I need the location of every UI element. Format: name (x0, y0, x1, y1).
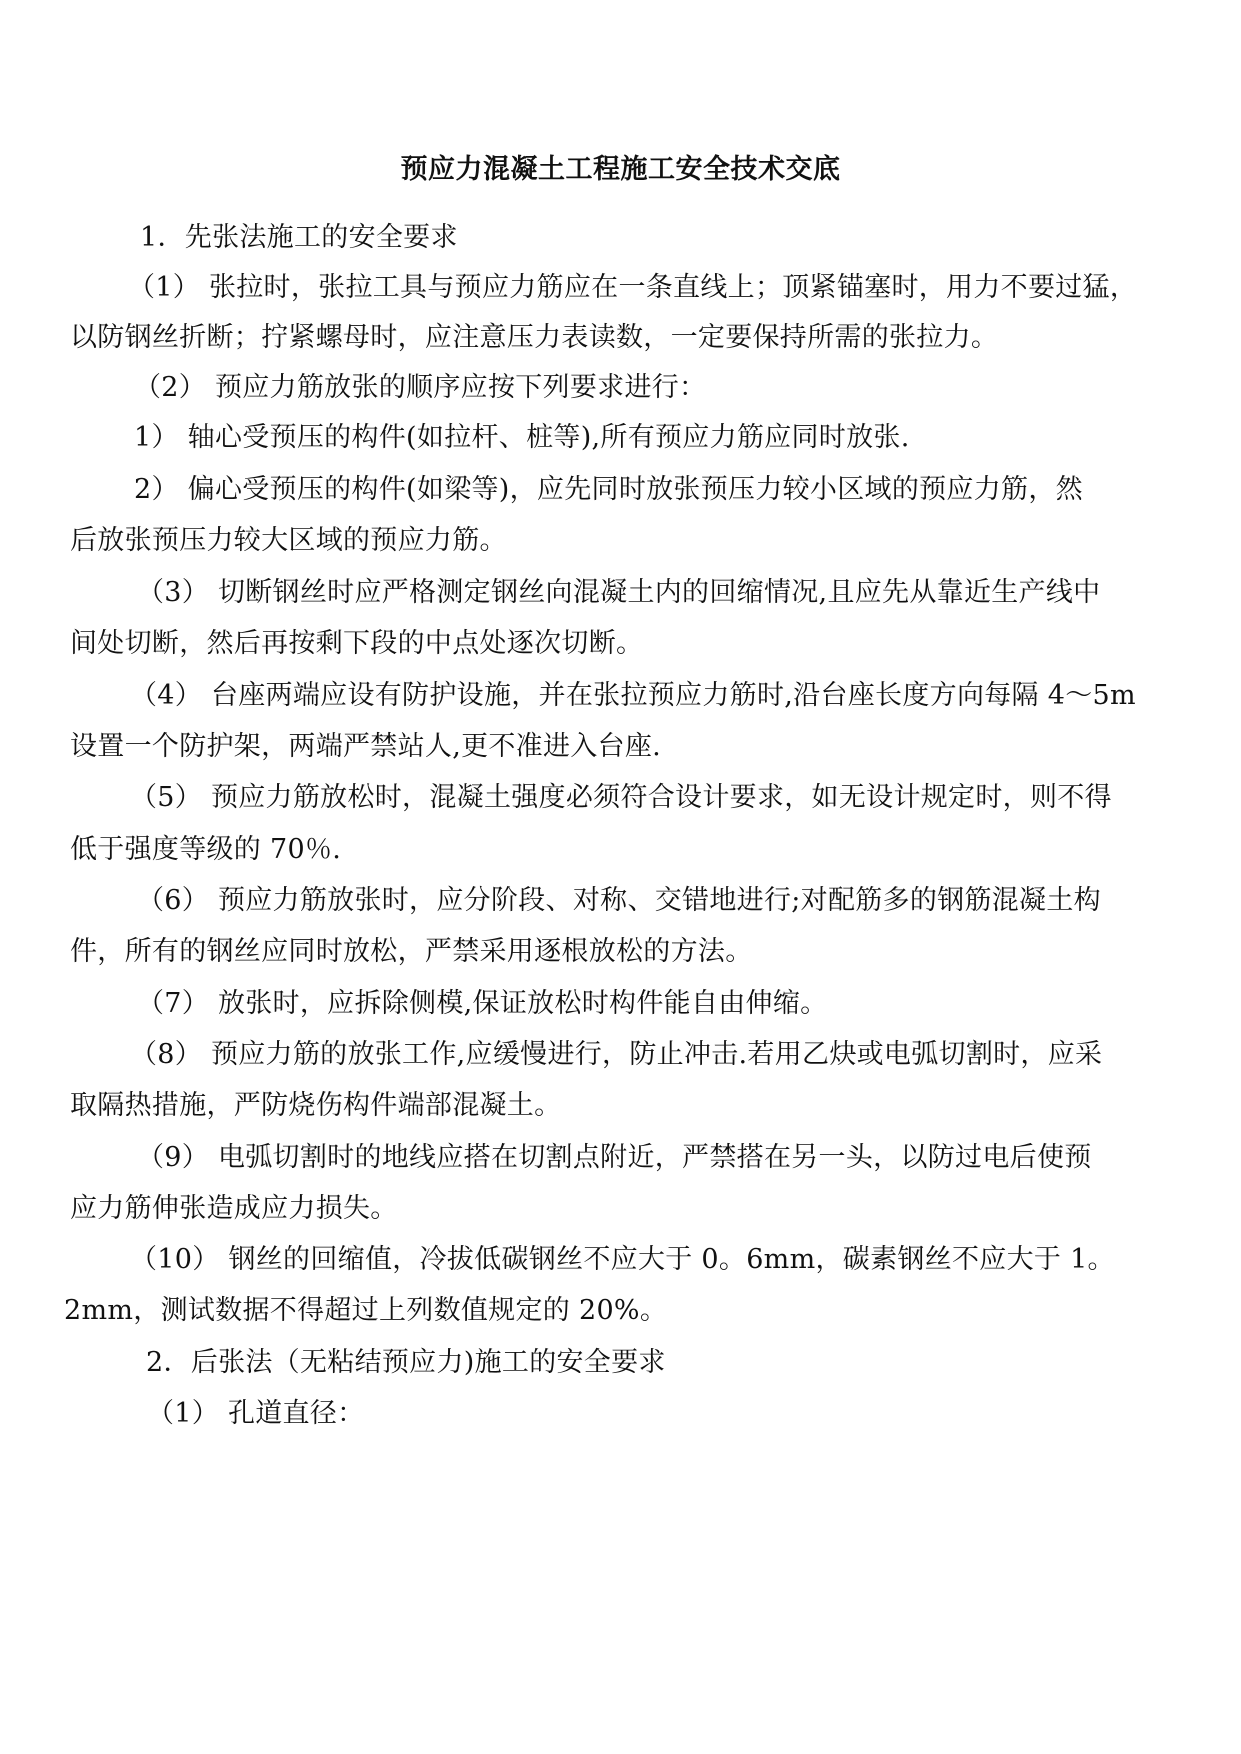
section-heading-1: 1．先张法施工的安全要求 (140, 222, 458, 253)
document-title: 预应力混凝土工程施工安全技术交底 (400, 154, 841, 185)
paragraph-line: 件，所有的钢丝应同时放松，严禁采用逐根放松的方法。 (70, 936, 753, 967)
paragraph-line: （1） 张拉时，张拉工具与预应力筋应在一条直线上；顶紧锚塞时，用力不要过猛， (128, 272, 1138, 303)
paragraph-line: （1） 孔道直径： (147, 1398, 365, 1429)
paragraph-line: 2） 偏心受预压的构件(如梁等)，应先同时放张预压力较小区域的预应力筋，然 (134, 474, 1083, 505)
paragraph-line: （3） 切断钢丝时应严格测定钢丝向混凝土内的回缩情况,且应先从靠近生产线中 (137, 577, 1101, 608)
paragraph-line: 应力筋伸张造成应力损失。 (70, 1193, 398, 1224)
paragraph-line: （4） 台座两端应设有防护设施，并在张拉预应力筋时,沿台座长度方向每隔 4～5m (130, 680, 1136, 711)
paragraph-line: （2） 预应力筋放张的顺序应按下列要求进行： (134, 372, 707, 403)
paragraph-line: 低于强度等级的 70％. (70, 834, 342, 865)
paragraph-line: 2mm，测试数据不得超过上列数值规定的 20%。 (64, 1295, 668, 1326)
paragraph-line: （10） 钢丝的回缩值，冷拔低碳钢丝不应大于 0。6mm，碳素钢丝不应大于 1。 (130, 1244, 1115, 1275)
paragraph-line: 以防钢丝折断；拧紧螺母时，应注意压力表读数，一定要保持所需的张拉力。 (70, 322, 999, 353)
paragraph-line: 间处切断，然后再按剩下段的中点处逐次切断。 (70, 628, 644, 659)
paragraph-line: 后放张预压力较大区域的预应力筋。 (70, 525, 507, 556)
paragraph-line: （6） 预应力筋放张时，应分阶段、对称、交错地进行;对配筋多的钢筋混凝土构 (137, 885, 1101, 916)
paragraph-line: 取隔热措施，严防烧伤构件端部混凝土。 (70, 1090, 562, 1121)
paragraph-line: （9） 电弧切割时的地线应搭在切割点附近，严禁搭在另一头，以防过电后使预 (137, 1142, 1092, 1173)
paragraph-line: （5） 预应力筋放松时，混凝土强度必须符合设计要求，如无设计规定时，则不得 (130, 782, 1112, 813)
paragraph-line: （7） 放张时，应拆除侧模,保证放松时构件能自由伸缩。 (137, 988, 828, 1019)
section-heading-2: 2．后张法（无粘结预应力)施工的安全要求 (146, 1347, 666, 1378)
paragraph-line: 1） 轴心受预压的构件(如拉杆、桩等),所有预应力筋应同时放张. (134, 422, 910, 453)
paragraph-line: 设置一个防护架，两端严禁站人,更不准进入台座. (70, 731, 662, 762)
paragraph-line: （8） 预应力筋的放张工作,应缓慢进行，防止冲击.若用乙炔或电弧切割时，应采 (130, 1039, 1103, 1070)
